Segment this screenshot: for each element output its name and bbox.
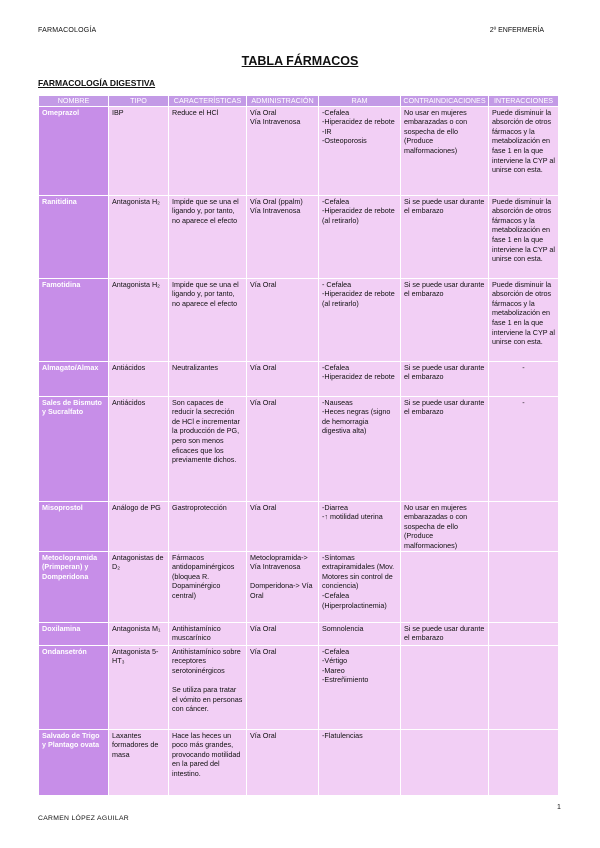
cell-tipo — [109, 396, 169, 501]
cell-interacciones — [489, 106, 559, 195]
cell-administracion — [247, 106, 319, 195]
contraindicaciones-text — [404, 647, 485, 657]
cell-contraindicaciones — [401, 195, 489, 278]
cell-nombre — [39, 501, 109, 551]
table-row — [39, 361, 559, 396]
cell-interacciones — [489, 645, 559, 729]
nombre-text: Metoclopramida (Primperan) y Domperidona — [42, 552, 98, 581]
cell-ram — [319, 106, 401, 195]
cell-ram — [319, 278, 401, 361]
ram-text: -Hiperacidez de rebote — [322, 372, 395, 382]
ram-text: Somnolencia — [322, 623, 364, 633]
ram-text: - Cefalea — [322, 279, 352, 289]
tipo-text: Antagonistas de D₂ — [112, 552, 164, 572]
tipo-text: IBP — [112, 107, 124, 117]
column-header: ADMINISTRACIÓN — [247, 96, 319, 107]
nombre-text: Salvado de Trigo y Plantago ovata — [42, 730, 100, 750]
administracion-text: Vía Oral — [250, 730, 277, 740]
page-number: 1 — [557, 804, 561, 811]
cell-contraindicaciones — [401, 361, 489, 396]
cell-interacciones — [489, 361, 559, 396]
ram-text: -↑ motilidad uterina — [322, 512, 383, 522]
cell-administracion — [247, 622, 319, 645]
cell-tipo — [109, 501, 169, 551]
contraindicaciones-text — [404, 553, 485, 563]
ram-text: -Osteoporosis — [322, 136, 367, 146]
contraindicaciones-text: Si se puede usar durante el embarazo — [404, 362, 485, 382]
drug-table — [38, 95, 559, 796]
cell-ram — [319, 396, 401, 501]
ram-text: -IR — [322, 126, 332, 136]
cell-ram — [319, 361, 401, 396]
administracion-text: Metoclopramida-> Vía Intravenosa — [250, 552, 308, 572]
cell-interacciones — [489, 278, 559, 361]
cell-ram — [319, 195, 401, 278]
cell-administracion — [247, 278, 319, 361]
nombre-text: Famotidina — [42, 279, 81, 289]
administracion-text: Vía Intravenosa — [250, 117, 301, 127]
table-row — [39, 645, 559, 729]
caracteristicas-text: Fármacos antidopaminérgicos (bloquea R. Dopaminérgico central) — [172, 552, 235, 600]
table-row — [39, 195, 559, 278]
cell-nombre — [39, 106, 109, 195]
nombre-text: Misoprostol — [42, 502, 83, 512]
ram-text: -Síntomas extrapiramidales (Mov. Motores sin control de conciencia) — [322, 552, 395, 591]
cell-nombre — [39, 551, 109, 622]
cell-ram — [319, 622, 401, 645]
caracteristicas-text: Impide que se una el ligando y, por tanto, no aparece el efecto — [172, 279, 239, 308]
contraindicaciones-text: Si se puede usar durante el embarazo — [404, 196, 485, 216]
table-body — [39, 106, 559, 795]
column-header: CONTRAINDICACIONES — [401, 96, 489, 107]
cell-nombre — [39, 195, 109, 278]
table-row — [39, 551, 559, 622]
cell-administracion — [247, 396, 319, 501]
cell-contraindicaciones — [401, 622, 489, 645]
contraindicaciones-text: Si se puede usar durante el embarazo — [404, 623, 485, 643]
interacciones-text — [492, 731, 555, 741]
cell-interacciones — [489, 622, 559, 645]
running-header-subject: FARMACOLOGÍA — [38, 27, 97, 34]
tipo-text: Antagonista H₂ — [112, 279, 160, 289]
administracion-text: Vía Oral — [250, 502, 277, 512]
contraindicaciones-text: Si se puede usar durante el embarazo — [404, 279, 485, 299]
interacciones-text — [492, 647, 555, 657]
cell-ram — [319, 645, 401, 729]
cell-administracion — [247, 645, 319, 729]
cell-interacciones — [489, 396, 559, 501]
caracteristicas-text: Neutralizantes — [172, 362, 218, 372]
ram-text: -Cefalea — [322, 362, 350, 372]
cell-tipo — [109, 622, 169, 645]
ram-text: -Cefalea — [322, 196, 350, 206]
cell-administracion — [247, 361, 319, 396]
tipo-text: Antagonista H₂ — [112, 196, 160, 206]
interacciones-text: - — [522, 362, 525, 372]
nombre-text: Doxilamina — [42, 623, 81, 633]
tipo-text: Antiácidos — [112, 362, 146, 372]
ram-text: -Hiperacidez de rebote — [322, 117, 395, 127]
cell-tipo — [109, 106, 169, 195]
caracteristicas-text: Reduce el HCl — [172, 107, 219, 117]
ram-text: -Heces negras (signo de hemorragia digestiva alta) — [322, 407, 391, 436]
ram-text: -Nauseas — [322, 397, 353, 407]
cell-tipo — [109, 729, 169, 795]
table-row — [39, 106, 559, 195]
cell-interacciones — [489, 729, 559, 795]
interacciones-text: Puede disminuir la absorción de otros fármacos y la metabolización en fase 1 en la que interviene la CYP al unirse con esta. — [492, 196, 555, 264]
interacciones-text: - — [522, 397, 525, 407]
cell-caracteristicas — [169, 195, 247, 278]
cell-contraindicaciones — [401, 501, 489, 551]
cell-nombre — [39, 645, 109, 729]
ram-text: -Flatulencias — [322, 730, 363, 740]
cell-tipo — [109, 551, 169, 622]
tipo-text: Antagonista 5-HT₃ — [112, 646, 159, 666]
page-title: TABLA FÁRMACOS — [241, 54, 359, 68]
administracion-text: Domperidona-> Vía Oral — [250, 581, 313, 600]
cell-caracteristicas — [169, 396, 247, 501]
administracion-text: Vía Oral (ppalm) — [250, 196, 303, 206]
cell-caracteristicas — [169, 551, 247, 622]
table-header-row — [39, 96, 559, 107]
administracion-text: Vía Oral — [250, 646, 277, 656]
administracion-text: Vía Oral — [250, 623, 277, 633]
interacciones-text — [492, 624, 555, 634]
cell-ram — [319, 729, 401, 795]
cell-tipo — [109, 278, 169, 361]
cell-contraindicaciones — [401, 729, 489, 795]
cell-nombre — [39, 361, 109, 396]
contraindicaciones-text: No usar en mujeres embarazadas o con sospecha de ello (Produce malformaciones) — [404, 107, 468, 155]
cell-tipo — [109, 361, 169, 396]
cell-nombre — [39, 729, 109, 795]
caracteristicas-text: Antihistamínico muscarínico — [172, 623, 221, 643]
contraindicaciones-text — [404, 731, 485, 741]
caracteristicas-text: Se utiliza para tratar el vómito en personas con cáncer. — [172, 684, 243, 714]
ram-text: -Hiperacidez de rebote (al retirarlo) — [322, 206, 395, 225]
cell-caracteristicas — [169, 645, 247, 729]
administracion-text — [250, 572, 315, 582]
tipo-text: Antagonista M₁ — [112, 623, 161, 633]
cell-interacciones — [489, 501, 559, 551]
ram-text: -Mareo — [322, 665, 345, 675]
table-row — [39, 622, 559, 645]
contraindicaciones-text: Si se puede usar durante el embarazo — [404, 397, 485, 417]
caracteristicas-text: Gastroprotección — [172, 502, 227, 512]
ram-text: -Estreñimiento — [322, 675, 369, 685]
administracion-text: Vía Oral — [250, 279, 277, 289]
cell-caracteristicas — [169, 278, 247, 361]
cell-administracion — [247, 501, 319, 551]
table-row — [39, 396, 559, 501]
cell-nombre — [39, 278, 109, 361]
caracteristicas-text — [172, 675, 243, 685]
cell-ram — [319, 501, 401, 551]
nombre-text: Sales de Bismuto y Sucralfato — [42, 397, 102, 417]
cell-interacciones — [489, 551, 559, 622]
ram-text: -Cefalea — [322, 107, 350, 117]
cell-contraindicaciones — [401, 551, 489, 622]
cell-caracteristicas — [169, 622, 247, 645]
cell-nombre — [39, 622, 109, 645]
administracion-text: Vía Intravenosa — [250, 206, 301, 216]
nombre-text: Omeprazol — [42, 107, 80, 117]
ram-text: -Hiperacidez de rebote (al retirarlo) — [322, 289, 395, 308]
interacciones-text: Puede disminuir la absorción de otros fármacos y la metabolización en fase 1 en la que interviene la CYP al unirse con esta. — [492, 107, 555, 175]
ram-text: -Vértigo — [322, 656, 348, 666]
tipo-text: Análogo de PG — [112, 502, 161, 512]
cell-administracion — [247, 195, 319, 278]
table-row — [39, 729, 559, 795]
column-header: CARACTERÍSTICAS — [169, 96, 247, 107]
interacciones-text — [492, 553, 555, 563]
table-row — [39, 278, 559, 361]
ram-text: -Diarrea — [322, 502, 348, 512]
caracteristicas-text: Son capaces de reducir la secreción de HCl e incrementar la producción de PG, pero son menos eficaces que los previamente dichos. — [172, 397, 240, 465]
column-header: RAM — [319, 96, 401, 107]
cell-contraindicaciones — [401, 106, 489, 195]
table-row — [39, 501, 559, 551]
tipo-text: Laxantes formadores de masa — [112, 730, 159, 759]
cell-caracteristicas — [169, 729, 247, 795]
cell-contraindicaciones — [401, 645, 489, 729]
cell-contraindicaciones — [401, 278, 489, 361]
caracteristicas-text: Impide que se una el ligando y, por tanto, no aparece el efecto — [172, 196, 239, 225]
section-heading: FARMACOLOGÍA DIGESTIVA — [38, 78, 156, 88]
interacciones-text — [492, 503, 555, 513]
cell-nombre — [39, 396, 109, 501]
administracion-text: Vía Oral — [250, 107, 277, 117]
caracteristicas-text: Hace las heces un poco más grandes, provocando motilidad en la pared del intestino. — [172, 730, 241, 778]
cell-caracteristicas — [169, 106, 247, 195]
contraindicaciones-text: No usar en mujeres embarazadas o con sospecha de ello (Produce malformaciones) — [404, 502, 468, 550]
nombre-text: Almagato/Almax — [42, 362, 99, 372]
ram-text: -Cefalea — [322, 646, 350, 656]
administracion-text: Vía Oral — [250, 397, 277, 407]
interacciones-text: Puede disminuir la absorción de otros fármacos y la metabolización en fase 1 en la que interviene la CYP al unirse con esta. — [492, 279, 555, 347]
administracion-text: Vía Oral — [250, 362, 277, 372]
cell-caracteristicas — [169, 501, 247, 551]
ram-text: -Cefalea (Hiperprolactinemia) — [322, 590, 387, 610]
nombre-text: Ondansetrón — [42, 646, 87, 656]
tipo-text: Antiácidos — [112, 397, 146, 407]
running-header-course: 2º ENFERMERÍA — [489, 27, 544, 34]
cell-administracion — [247, 551, 319, 622]
cell-contraindicaciones — [401, 396, 489, 501]
column-header: INTERACCIONES — [489, 96, 559, 107]
cell-administracion — [247, 729, 319, 795]
cell-interacciones — [489, 195, 559, 278]
cell-caracteristicas — [169, 361, 247, 396]
cell-tipo — [109, 195, 169, 278]
cell-ram — [319, 551, 401, 622]
column-header: TIPO — [109, 96, 169, 107]
author-footer: CARMEN LÓPEZ AGUILAR — [38, 815, 129, 822]
column-header: NOMBRE — [39, 96, 109, 107]
cell-tipo — [109, 645, 169, 729]
nombre-text: Ranitidina — [42, 196, 77, 206]
caracteristicas-text: Antihistamínico sobre receptores serotoninérgicos — [172, 646, 241, 675]
